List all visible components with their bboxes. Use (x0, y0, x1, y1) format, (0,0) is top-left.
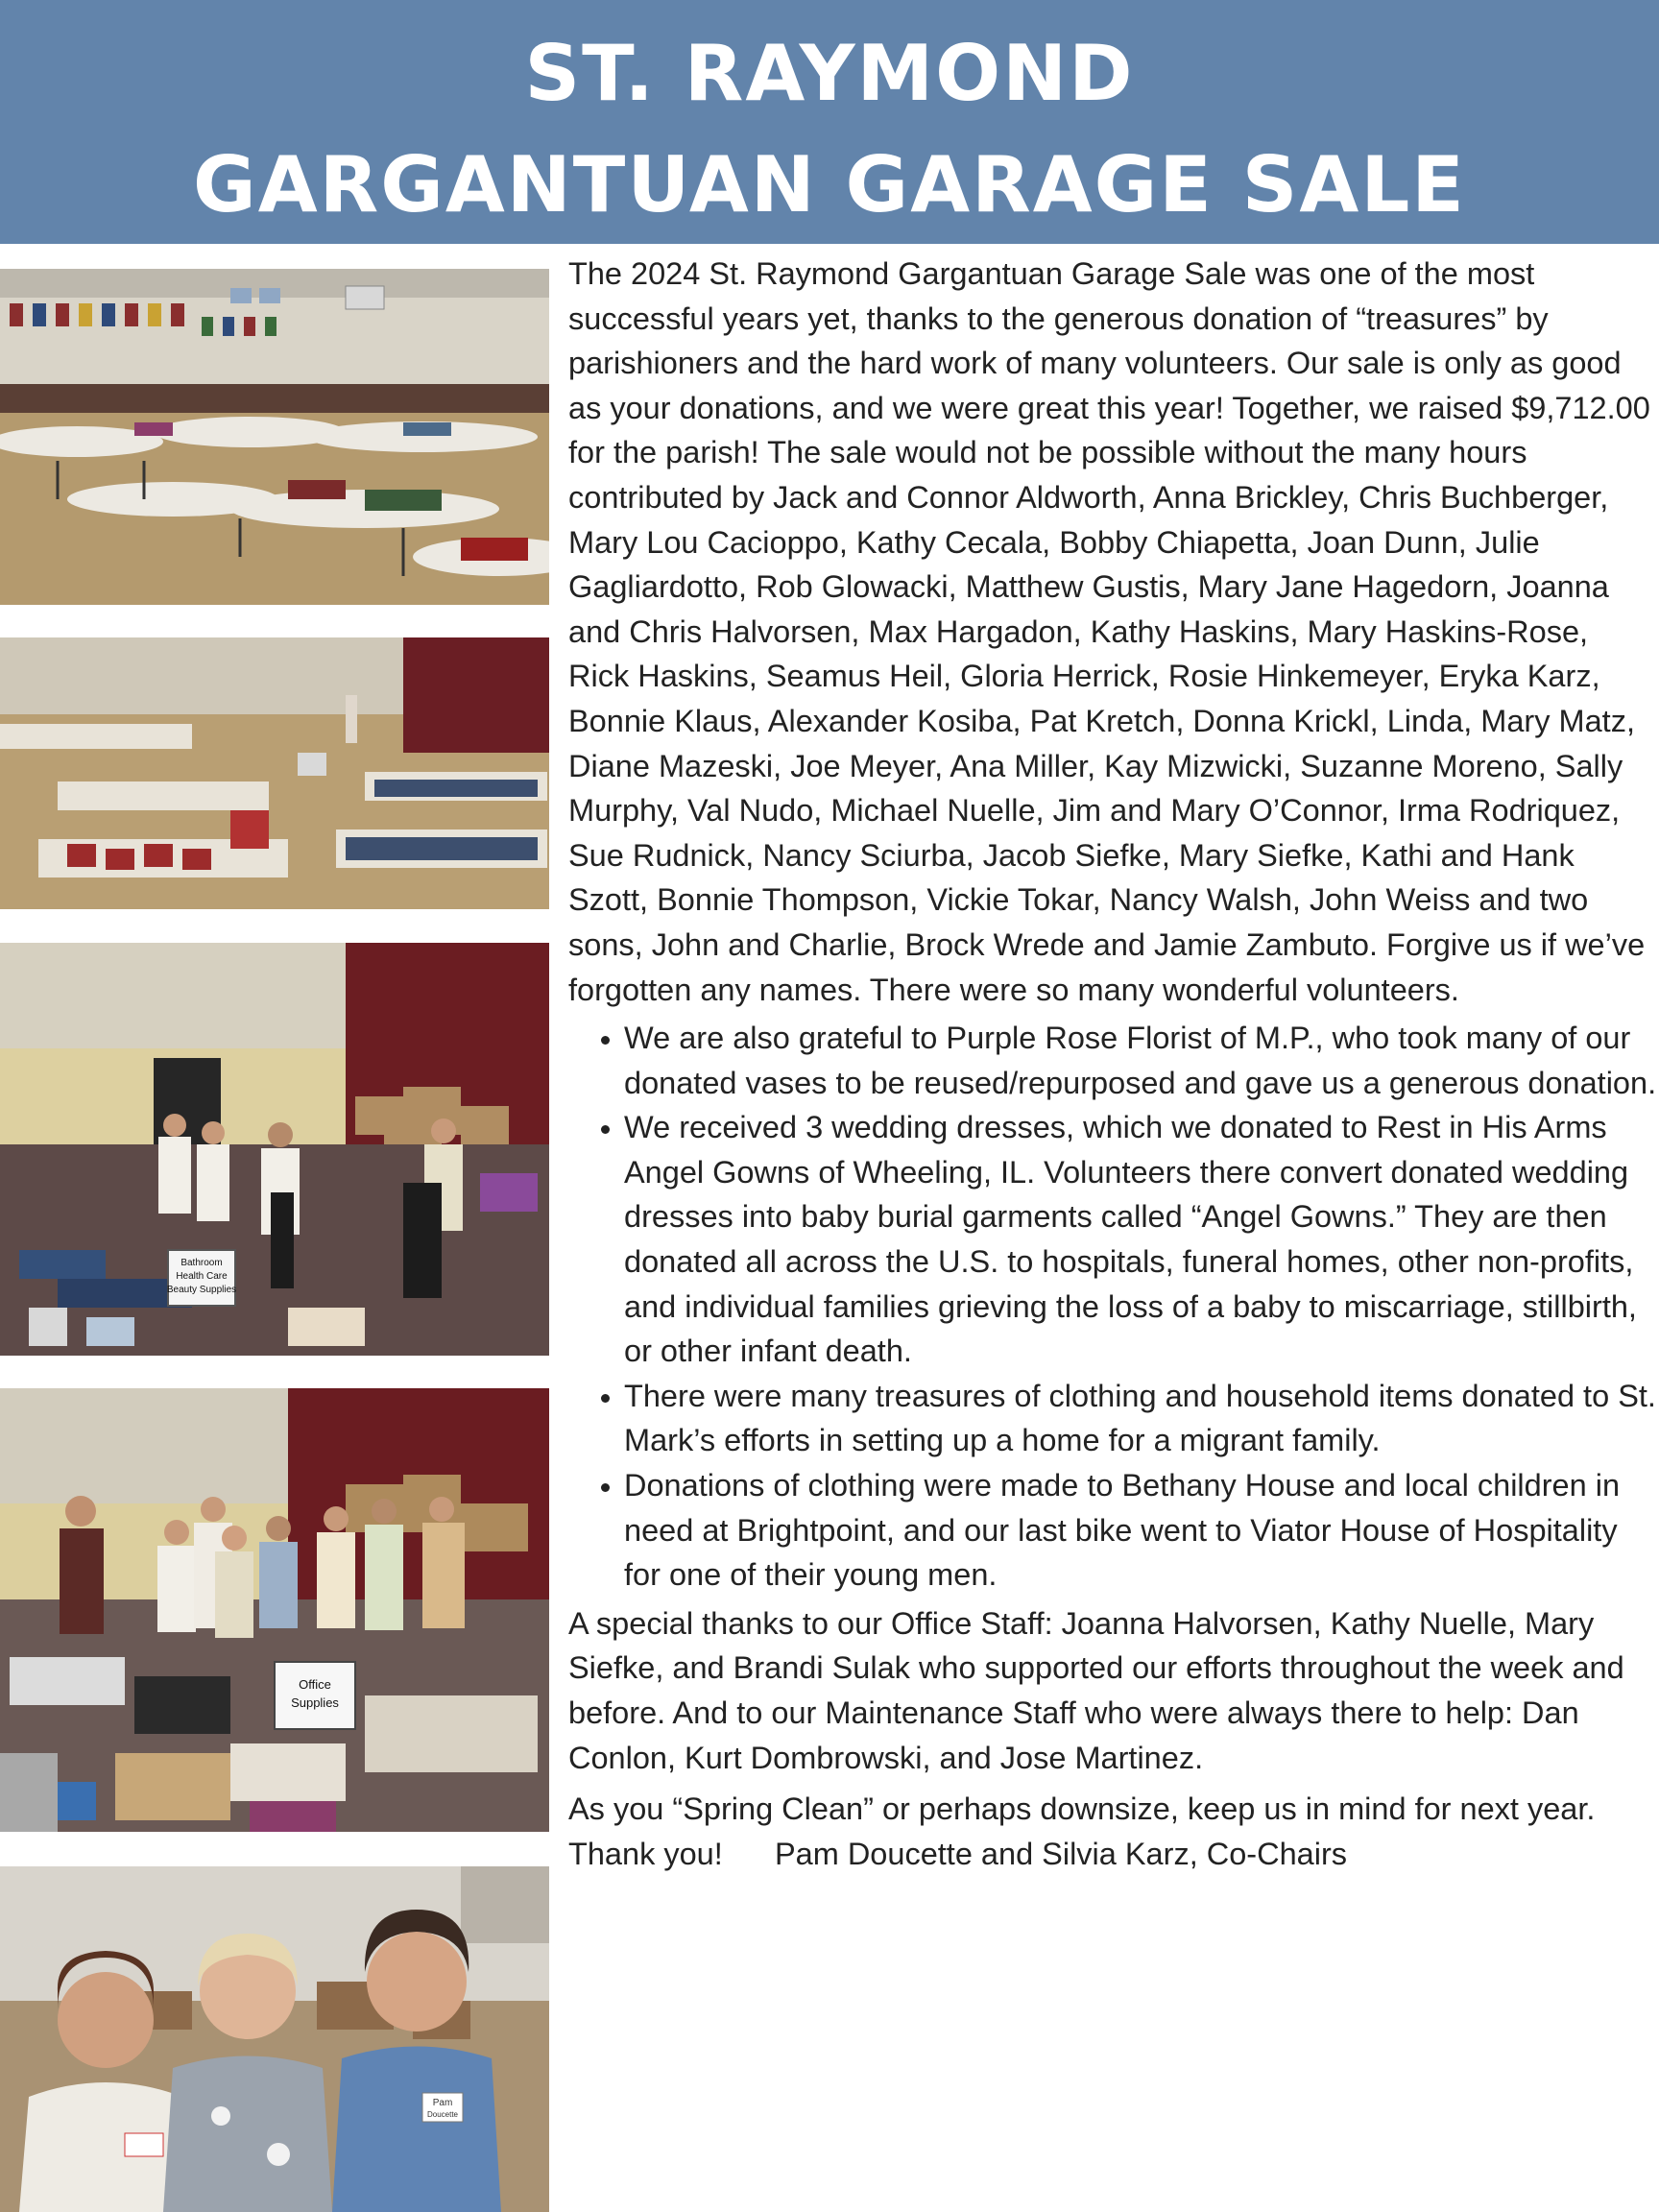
sign-text-line: Health Care (176, 1271, 228, 1282)
title-line-1: ST. RAYMOND (524, 29, 1135, 118)
title-line-2: GARGANTUAN GARAGE SALE (193, 140, 1466, 229)
list-item: • There were many treasures of clothing and household items donated to St. Mark’s efforts in setting up a home for a migrant family. (624, 1374, 1657, 1463)
gym-sale-tables-photo (0, 637, 549, 909)
header-banner (0, 0, 1659, 244)
list-item: • Donations of clothing were made to Bethany House and local children in need at Brightpoint, and our last bike went to Viator House of Hospitality for one of their young men. (624, 1463, 1657, 1598)
sign-text-line: Bathroom (180, 1258, 223, 1268)
sign-text-line: Supplies (291, 1695, 339, 1710)
co-chairs-photo (0, 1866, 549, 2212)
intro-paragraph: The 2024 St. Raymond Gargantuan Garage Sale was one of the most successful years yet, thanks to the generous donation of “treasures” by parishioners and the hard work of many volunteers. Our sale is only as good as your donations, and we were great this year! Together, we raised $9,712.00 for the parish! The sale would not be possible without the many hours contributed by Jack and Connor Aldworth, Anna Brickley, Chris Buchberger, Mary Lou Cacioppo, Kathy Cecala, Bobby Chiapetta, Joan Dunn, Julie Gagliardotto, Rob Glowacki, Matthew Gustis, Mary Jane Hagedorn, Joanna and Chris Halvorsen, Max Hargadon, Kathy Haskins, Mary Haskins-Rose, Rick Haskins, Seamus Heil, Gloria Herrick, Rosie Hinkemeyer, Eryka Karz, Bonnie Klaus, Alexander Kosiba, Pat Kretch, Donna Krickl, Linda, Mary Matz, Diane Mazeski, Joe Meyer, Ana Miller, Kay Mizwicki, Suzanne Moreno, Sally Murphy, Val Nudo, Michael Nuelle, Jim and Mary O’Connor, Irma Rodriquez, Sue Rudnick, Nancy Sciurba, Jacob Siefke, Mary Siefke, Kathi and Hank Szott, Bonnie Thompson, Vickie Tokar, Nancy Walsh, John Weiss and two sons, John and Charlie, Brock Wrede and Jamie Zambuto. Forgive us if we’ve forgotten any names. There were so many wonderful volunteers. (568, 256, 1650, 1007)
name-tag-text: Doucette (426, 2110, 459, 2119)
list-item: • We received 3 wedding dresses, which we donated to Rest in His Arms Angel Gowns of Wheeling, IL. Volunteers there convert donated wedding dresses into baby burial garments called “Angel Gowns.” They are then donated all across the U.S. to hospitals, funeral homes, other non-profits, and individual families grieving the loss of a baby to miscarriage, stillbirth, or other infant death. (624, 1105, 1657, 1374)
sign-text-line: Office (299, 1677, 331, 1692)
volunteers-group-photo (0, 1388, 549, 1832)
article-body (568, 252, 1657, 1876)
name-tag-text: Pam (432, 2098, 453, 2108)
list-item: • We are also grateful to Purple Rose Florist of M.P., who took many of our donated vases to be reused/repurposed and gave us a generous donation. (624, 1016, 1657, 1105)
volunteers-clothing-photo (0, 943, 549, 1356)
highlights-list (568, 1016, 1657, 1598)
gym-sale-overview-photo (0, 269, 549, 605)
sign-text-line: Beauty Supplies (166, 1285, 237, 1295)
closing-paragraph: As you “Spring Clean” or perhaps downsize, keep us in mind for next year. Thank you! Pam Doucette and Silvia Karz, Co-Chairs (568, 1791, 1621, 1871)
staff-thanks-paragraph: A special thanks to our Office Staff: Joanna Halvorsen, Kathy Nuelle, Mary Siefke, and Brandi Sulak who supported our efforts throughout the week and before. And to our Maintenance Staff who were always there to help: Dan Conlon, Kurt Dombrowski, and Jose Martinez. (568, 1605, 1624, 1775)
